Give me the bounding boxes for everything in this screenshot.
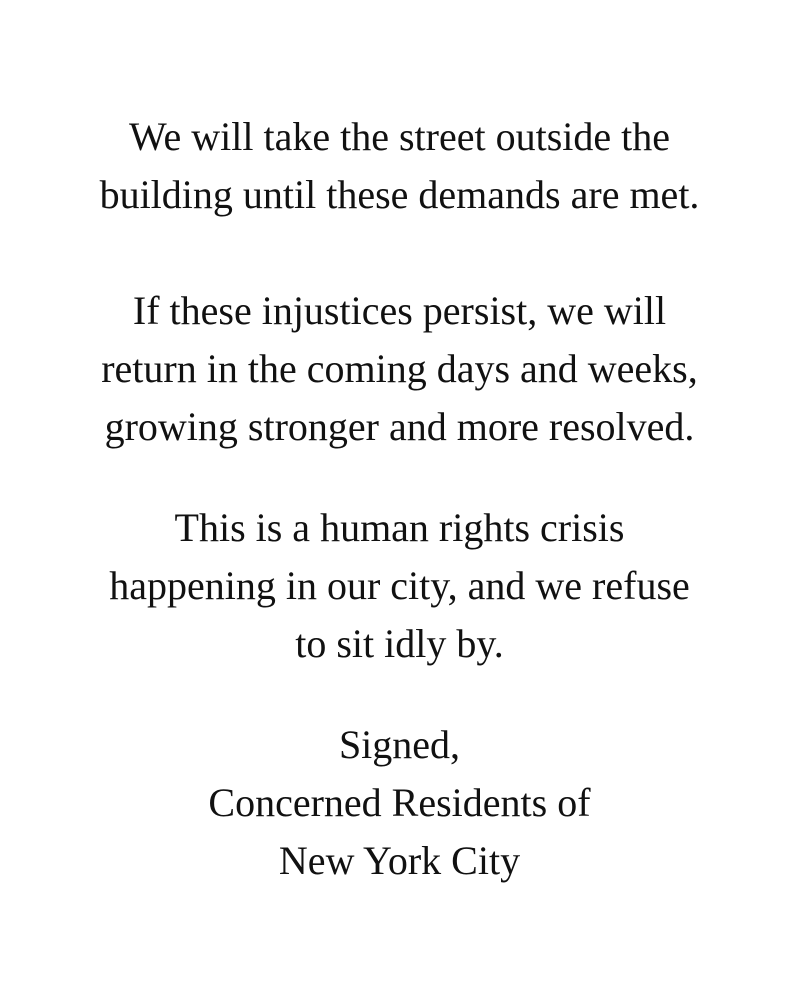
text-line: return in the coming days and weeks, [101,346,698,391]
text-line: building until these demands are met. [99,172,700,217]
paragraph-demands [0,108,799,224]
paragraph-crisis [0,499,799,673]
text-line: This is a human rights crisis [174,505,625,550]
paragraph-persist [0,282,799,456]
text-line: happening in our city, and we refuse [109,563,690,608]
signature-line: New York City [278,838,521,883]
text-line: to sit idly by. [295,621,504,666]
text-line: If these injustices persist, we will [132,288,667,333]
signature-line: Signed, [338,722,461,767]
signature-block [0,716,799,890]
text-line: growing stronger and more resolved. [104,404,695,449]
text-line: We will take the street outside the [128,114,671,159]
signature-line: Concerned Residents of [208,780,591,825]
